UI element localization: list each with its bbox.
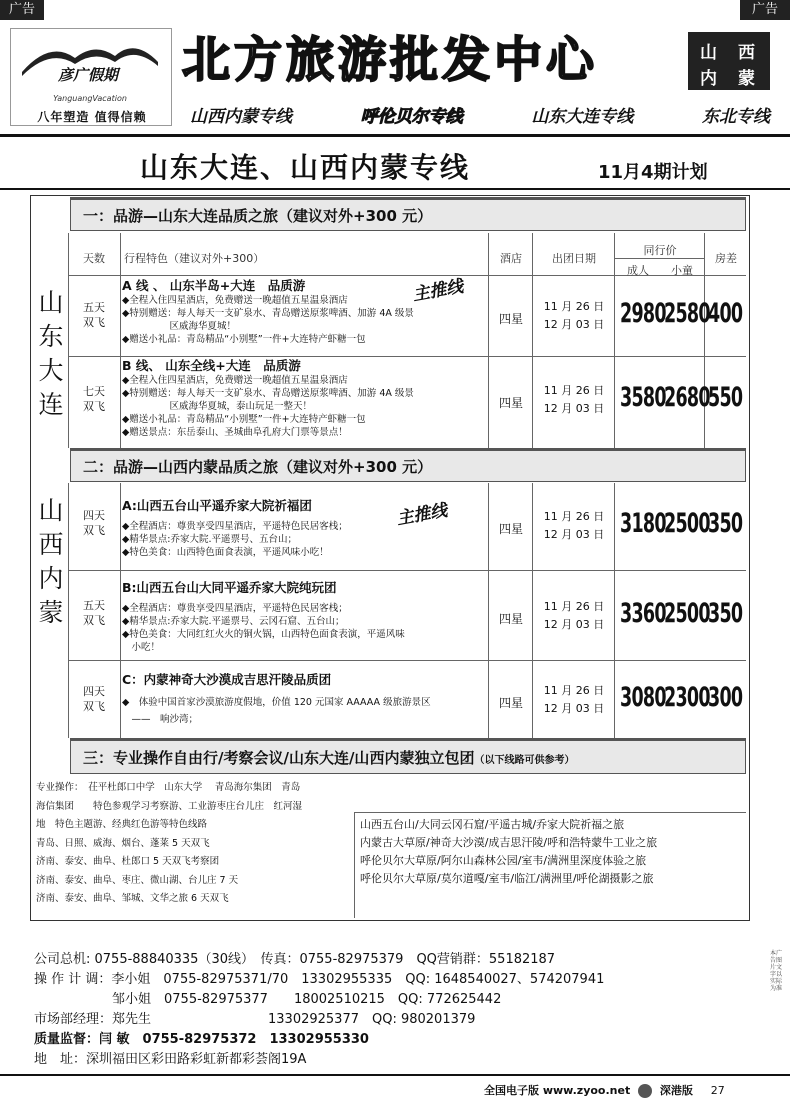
logo-name-en: YanguangVacation	[53, 94, 127, 103]
room-diff-price: 300	[708, 682, 743, 713]
section-header-custom	[70, 738, 746, 774]
feature-line: ◆赠送小礼品：青岛精品“小别墅”一件+大连特产虾糖一包	[122, 334, 366, 345]
issue-label: 11月4期计划	[598, 162, 708, 183]
feature-line: ◆精华景点:乔家大院.平遥票号、云冈石窟、五台山；	[122, 616, 345, 627]
route-title: A 线 、 山东半岛+大连 品质游	[122, 278, 306, 293]
section-title: 三：专业操作自由行/考察会议/山东大连/山西内蒙独立包团	[83, 749, 475, 767]
custom-route-line: 呼伦贝尔大草原/阿尔山森林公园/室韦/满洲里深度体验之旅	[360, 854, 647, 867]
child-price: 2300	[664, 682, 710, 713]
header-peer-price: 同行价	[643, 244, 677, 257]
header-days: 天数	[83, 252, 105, 265]
route-days	[70, 384, 118, 414]
grid-line	[354, 812, 746, 813]
custom-route-line: 海信集团 特色参观学习考察游、工业游枣庄台儿庄 红河湿	[36, 800, 303, 812]
grid-line	[68, 233, 69, 448]
contact-line: 邹小姐 0755-82975377 18002510215 QQ: 772625442	[34, 992, 502, 1007]
feature-line: ◆特色美食：山西特色面食表演，平遥风味小吃！	[122, 547, 329, 558]
special-lines	[190, 100, 770, 128]
custom-route-line: 专业操作： 茌平杜郎口中学 山东大学 青岛海尔集团 青岛	[36, 782, 301, 793]
departure-dates	[534, 382, 614, 418]
recommended-stamp: 主推线	[395, 500, 449, 530]
header-features: 行程特色（建议对外+300）	[124, 252, 265, 265]
transport-value: 双飞	[83, 700, 105, 713]
contact-line: 操 作 计 调：李小姐 0755-82975371/70 13302955335 QQ: 1648540027、574207941	[34, 972, 605, 987]
region-char: 东	[38, 322, 64, 351]
header-date: 出团日期	[552, 252, 596, 265]
feature-line: 区威海华夏城，泰山玩足一整天！	[122, 401, 313, 412]
grid-line	[532, 233, 533, 448]
transport-value: 双飞	[83, 614, 105, 627]
room-diff-price: 550	[708, 382, 743, 413]
date-value: 11 月 26 日	[543, 510, 605, 523]
route-features	[122, 358, 488, 439]
grid-line	[68, 570, 746, 571]
route-days	[70, 508, 118, 538]
contact-line: 地 址：深圳福田区彩田路彩虹新都彩荟阁19A	[34, 1052, 307, 1067]
grid-line	[120, 233, 121, 448]
header-child: 小童	[671, 264, 693, 277]
region-char: 西	[38, 530, 64, 559]
custom-routes-left	[36, 779, 354, 909]
section-header-shandong: 一：品游—山东大连品质之旅（建议对外+300 元）	[70, 197, 746, 231]
custom-route-line: 山西五台山/大同云冈石窟/平遥古城/乔家大院祈福之旅	[360, 818, 625, 831]
side-note: 本广告图片文字以实际为准	[770, 950, 783, 992]
date-value: 11 月 26 日	[543, 300, 605, 313]
days-value: 五天	[83, 599, 105, 612]
route-title: A:山西五台山平遥乔家大院祈福团	[122, 498, 312, 513]
custom-route-line: 青岛、日照、威海、烟台、蓬莱 5 天双飞	[36, 837, 210, 849]
date-value: 12 月 03 日	[543, 318, 605, 331]
feature-line: ◆全程入住四星酒店，免费赠送一晚超值五星温泉酒店	[122, 375, 348, 386]
grid-line	[488, 483, 489, 738]
special-line: 呼伦贝尔专线	[360, 106, 463, 127]
hotel-level: 四星	[498, 522, 523, 536]
feature-line: ◆ 体验中国首家沙漠旅游度假地，价值 120 元国家 AAAAA 级旅游景区	[122, 697, 431, 708]
date-value: 12 月 03 日	[543, 702, 605, 715]
route-days	[70, 684, 118, 714]
page-number: 27	[710, 1084, 725, 1097]
route-title: B 线、 山东全线+大连 品质游	[122, 358, 301, 373]
corner-char: 山	[700, 43, 717, 63]
feature-line: ◆赠送景点：东岳泰山、圣城曲阜孔府大门票等景点！	[122, 427, 348, 438]
section-header-shanxi: 二：品游—山西内蒙品质之旅（建议对外+300 元）	[70, 448, 746, 482]
custom-route-line: 地 特色主题游、经典红色游等特色线路	[36, 819, 208, 830]
room-diff-price: 400	[708, 298, 743, 329]
header-adult: 成人	[627, 264, 649, 277]
logo-name: 彦广假期	[58, 66, 119, 84]
hotel-level: 四星	[498, 696, 523, 710]
adult-price: 2980	[620, 298, 666, 329]
custom-route-line: 济南、泰安、曲阜、枣庄、微山湖、台儿庄 7 天	[36, 874, 239, 886]
adult-price: 3180	[620, 508, 666, 539]
corner-badge	[688, 32, 770, 90]
room-diff-price: 350	[708, 598, 743, 629]
departure-dates	[534, 298, 614, 334]
days-value: 四天	[83, 509, 105, 522]
route-days	[70, 300, 118, 330]
hotel-level: 四星	[498, 312, 523, 326]
departure-dates	[534, 508, 614, 544]
adult-price: 3580	[620, 382, 666, 413]
child-price: 2580	[664, 298, 710, 329]
custom-route-line: 济南、泰安、曲阜、杜郎口 5 天双飞考察团	[36, 856, 220, 867]
feature-line: ◆特色美食：大同红红火火的铜火锅，山西特色面食表演，平遥风味	[122, 629, 405, 640]
page-title: 山东大连、山西内蒙专线	[140, 151, 471, 184]
hotel-level: 四星	[498, 612, 523, 626]
date-value: 12 月 03 日	[543, 402, 605, 415]
recommended-stamp: 主推线	[411, 276, 465, 306]
circle-logo-icon	[638, 1084, 652, 1098]
route-days	[70, 598, 118, 628]
region-char: 蒙	[38, 598, 64, 627]
grid-line	[614, 483, 615, 738]
route-features	[122, 580, 488, 654]
region-label-shanxi	[34, 494, 68, 630]
corner-char: 内	[700, 69, 717, 89]
date-value: 12 月 03 日	[543, 618, 605, 631]
route-features	[122, 672, 488, 726]
special-line: 山东大连专线	[531, 106, 634, 127]
grid-line	[120, 483, 121, 738]
feature-line: ◆全程酒店：尊贵享受四星酒店，平遥特色民居客栈；	[122, 521, 348, 532]
date-value: 11 月 26 日	[543, 684, 605, 697]
grid-line	[68, 660, 746, 661]
special-line: 山西内蒙专线	[190, 106, 292, 127]
departure-dates	[534, 598, 614, 634]
custom-route-line: 呼伦贝尔大草原/莫尔道嘎/室韦/临江/满洲里/呼伦湖摄影之旅	[360, 872, 654, 885]
contact-line: 市场部经理：郑先生 13302925377 QQ: 980201379	[34, 1012, 476, 1027]
grid-line	[488, 233, 489, 448]
divider	[0, 188, 790, 190]
grid-line	[614, 233, 615, 448]
adult-price: 3080	[620, 682, 666, 713]
feature-line: ◆特别赠送：每人每天一支矿泉水、青岛赠送原浆啤酒、加游 4A 级景	[122, 308, 414, 319]
transport-value: 双飞	[83, 400, 105, 413]
ad-tag-left: 广告	[0, 0, 44, 20]
slogan: 八年塑造 值得信赖	[37, 110, 147, 124]
feature-line: ◆全程酒店：尊贵享受四星酒店，平遥特色民居客栈；	[122, 603, 348, 614]
header-room-diff: 房差	[715, 252, 737, 265]
grid-line	[532, 483, 533, 738]
grid-line	[354, 812, 355, 918]
hotel-level: 四星	[498, 396, 523, 410]
region-char: 山	[38, 496, 64, 525]
region-label-shandong	[34, 286, 68, 422]
adult-price: 3360	[620, 598, 666, 629]
region-char: 内	[38, 564, 64, 593]
corner-char: 西	[738, 43, 755, 63]
route-title: B:山西五台山大同平遥乔家大院纯玩团	[122, 580, 337, 595]
child-price: 2500	[664, 508, 710, 539]
region-char: 连	[38, 390, 64, 419]
grid-line	[68, 483, 69, 738]
date-value: 11 月 26 日	[543, 384, 605, 397]
child-price: 2680	[664, 382, 710, 413]
header-hotel: 酒店	[500, 252, 522, 265]
region-char: 大	[38, 356, 64, 385]
route-title: C：内蒙神奇大沙漠成吉思汗陵品质团	[122, 672, 332, 687]
custom-routes-right	[360, 816, 744, 888]
banner-title: 北方旅游批发中心	[182, 32, 599, 88]
date-value: 12 月 03 日	[543, 528, 605, 541]
custom-route-line: 内蒙古大草原/神奇大沙漠/成吉思汗陵/呼和浩特蒙牛工业之旅	[360, 836, 658, 849]
feature-line: ◆特别赠送：每人每天一支矿泉水、青岛赠送原浆啤酒、加游 4A 级景	[122, 388, 414, 399]
room-diff-price: 350	[708, 508, 743, 539]
days-value: 七天	[83, 385, 105, 398]
transport-value: 双飞	[83, 524, 105, 537]
divider	[0, 134, 790, 137]
footer-city: 深港版	[659, 1084, 693, 1097]
feature-line: ◆精华景点:乔家大院.平遥票号、五台山；	[122, 534, 298, 545]
feature-line: ◆赠送小礼品：青岛精品“小别墅”一件+大连特产虾糖一包	[122, 414, 366, 425]
corner-char: 蒙	[738, 69, 755, 89]
footer-edition: 全国电子版 www.zyoo.net	[484, 1084, 631, 1097]
feature-line: 区威海华夏城！	[122, 321, 237, 332]
feature-line: ◆全程入住四星酒店，免费赠送一晚超值五星温泉酒店	[122, 295, 348, 306]
ad-tag-right: 广告	[740, 0, 790, 20]
section-note: （以下线路可供参考）	[474, 755, 575, 766]
days-value: 四天	[83, 685, 105, 698]
feature-line: 小吃！	[122, 642, 161, 653]
transport-value: 双飞	[83, 316, 105, 329]
region-char: 山	[38, 288, 64, 317]
departure-dates	[534, 682, 614, 718]
days-value: 五天	[83, 301, 105, 314]
divider	[0, 1074, 790, 1076]
custom-route-line: 济南、泰安、曲阜、邹城、文华之旅 6 天双飞	[36, 893, 229, 904]
grid-line	[704, 233, 705, 448]
footer	[484, 1082, 725, 1098]
special-line: 东北专线	[701, 106, 770, 127]
contact-line: 公司总机: 0755-88840335（30线） 传真：0755-82975379 QQ营销群：55182187	[34, 952, 556, 967]
child-price: 2500	[664, 598, 710, 629]
grid-line	[614, 258, 704, 259]
grid-line	[68, 356, 746, 357]
feature-line: —— 响沙湾；	[122, 714, 199, 725]
date-value: 11 月 26 日	[543, 600, 605, 613]
contact-line: 质量监督：闫 敏 0755-82975372 13302955330	[34, 1032, 369, 1047]
